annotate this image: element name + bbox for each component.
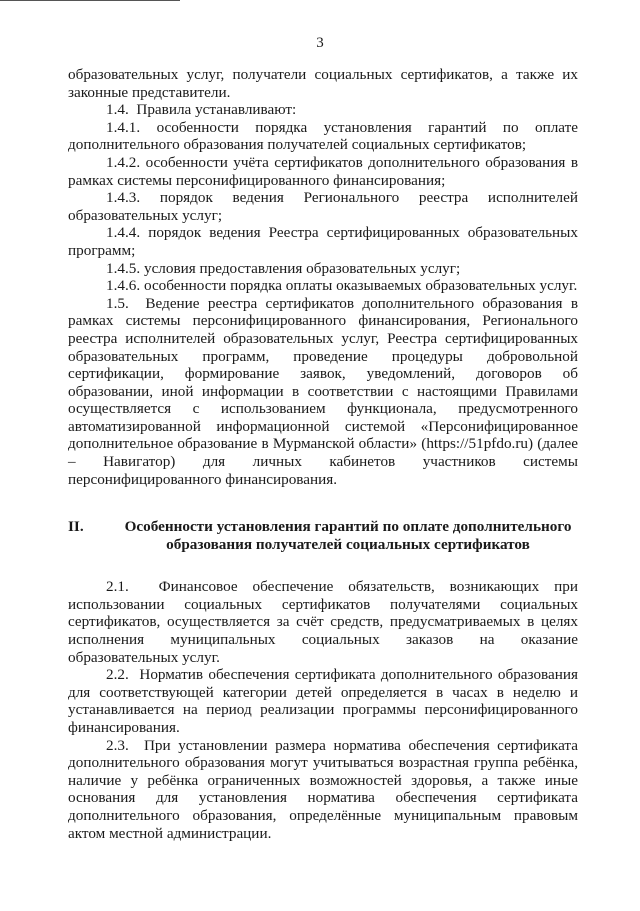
paragraph: 1.4.3. порядок ведения Регионального реестра исполнителей образовательных услуг; bbox=[68, 189, 578, 224]
paragraph: 1.4.2. особенности учёта сертификатов дополнительного образования в рамках системы персонифицированного финансирования; bbox=[68, 153, 578, 189]
paragraph: 2.1. Финансовое обеспечение обязательств, возникающих при использовании социальных сертификатов получателями социальных сертификатов, осуществляется за счёт средств, предусматриваемых в целях исполнения муниципальных социальных заказов на оказание образовательных услуг. bbox=[68, 578, 578, 666]
paragraph: 1.4.5. условия предоставления образовательных услуг; bbox=[106, 259, 461, 277]
paragraph: 1.5. Ведение реестра сертификатов дополнительного образования в рамках системы персонифицированного финансирования, Регионального реестра исполнителей образовательных услуг, Реестра сертифицированных образовательных программ, проведение процедуры добровольной сертификации, формирование заявок, уведомлений, договоров об образовании, иной информации в соответствии с настоящими Правилами осуществляется с использованием функционала, предусмотренного автоматизированной информационной системой «Персонифицированное дополнительное образование в Мурманской области» (https://51pfdo.ru) (далее – Навигатор) для личных кабинетов участников системы персонифицированного финансирования. bbox=[68, 294, 578, 488]
paragraphs-bottom bbox=[68, 578, 578, 842]
paragraph: 2.3. При установлении размера норматива обеспечения сертификата дополнительного образования могут учитываться возрастная группа ребёнка, наличие у ребёнка ограниченных возможностей здоровья, а также иные основания для установления норматива обеспечения сертификата дополнительного образования, определённые муниципальным правовым актом местной администрации. bbox=[68, 736, 578, 842]
document-body bbox=[68, 66, 578, 842]
top-divider bbox=[0, 0, 180, 1]
paragraph: 1.4.1. особенности порядка установления гарантий по оплате дополнительного образования получателей социальных сертификатов; bbox=[68, 118, 578, 154]
paragraph: 1.4.4. порядок ведения Реестра сертифицированных образовательных программ; bbox=[68, 224, 578, 259]
paragraph: 1.4.6. особенности порядка оплаты оказываемых образовательных услуг. bbox=[106, 277, 578, 295]
page-number: 3 bbox=[316, 35, 324, 51]
section-number: II. bbox=[68, 518, 84, 536]
paragraph: образовательных услуг, получатели социальных сертификатов, а также их законные представители. bbox=[68, 66, 578, 101]
paragraph: 1.4. Правила устанавливают: bbox=[106, 101, 297, 119]
section-heading bbox=[68, 518, 578, 554]
paragraphs-top bbox=[68, 66, 578, 488]
paragraph: 2.2. Норматив обеспечения сертификата дополнительного образования для соответствующей категории детей определяется в часах в неделю и устанавливается на период реализации программы персонифицированного финансирования. bbox=[68, 666, 578, 736]
section-title: Особенности установления гарантий по оплате дополнительного образования получателей социальных сертификатов bbox=[124, 518, 572, 554]
